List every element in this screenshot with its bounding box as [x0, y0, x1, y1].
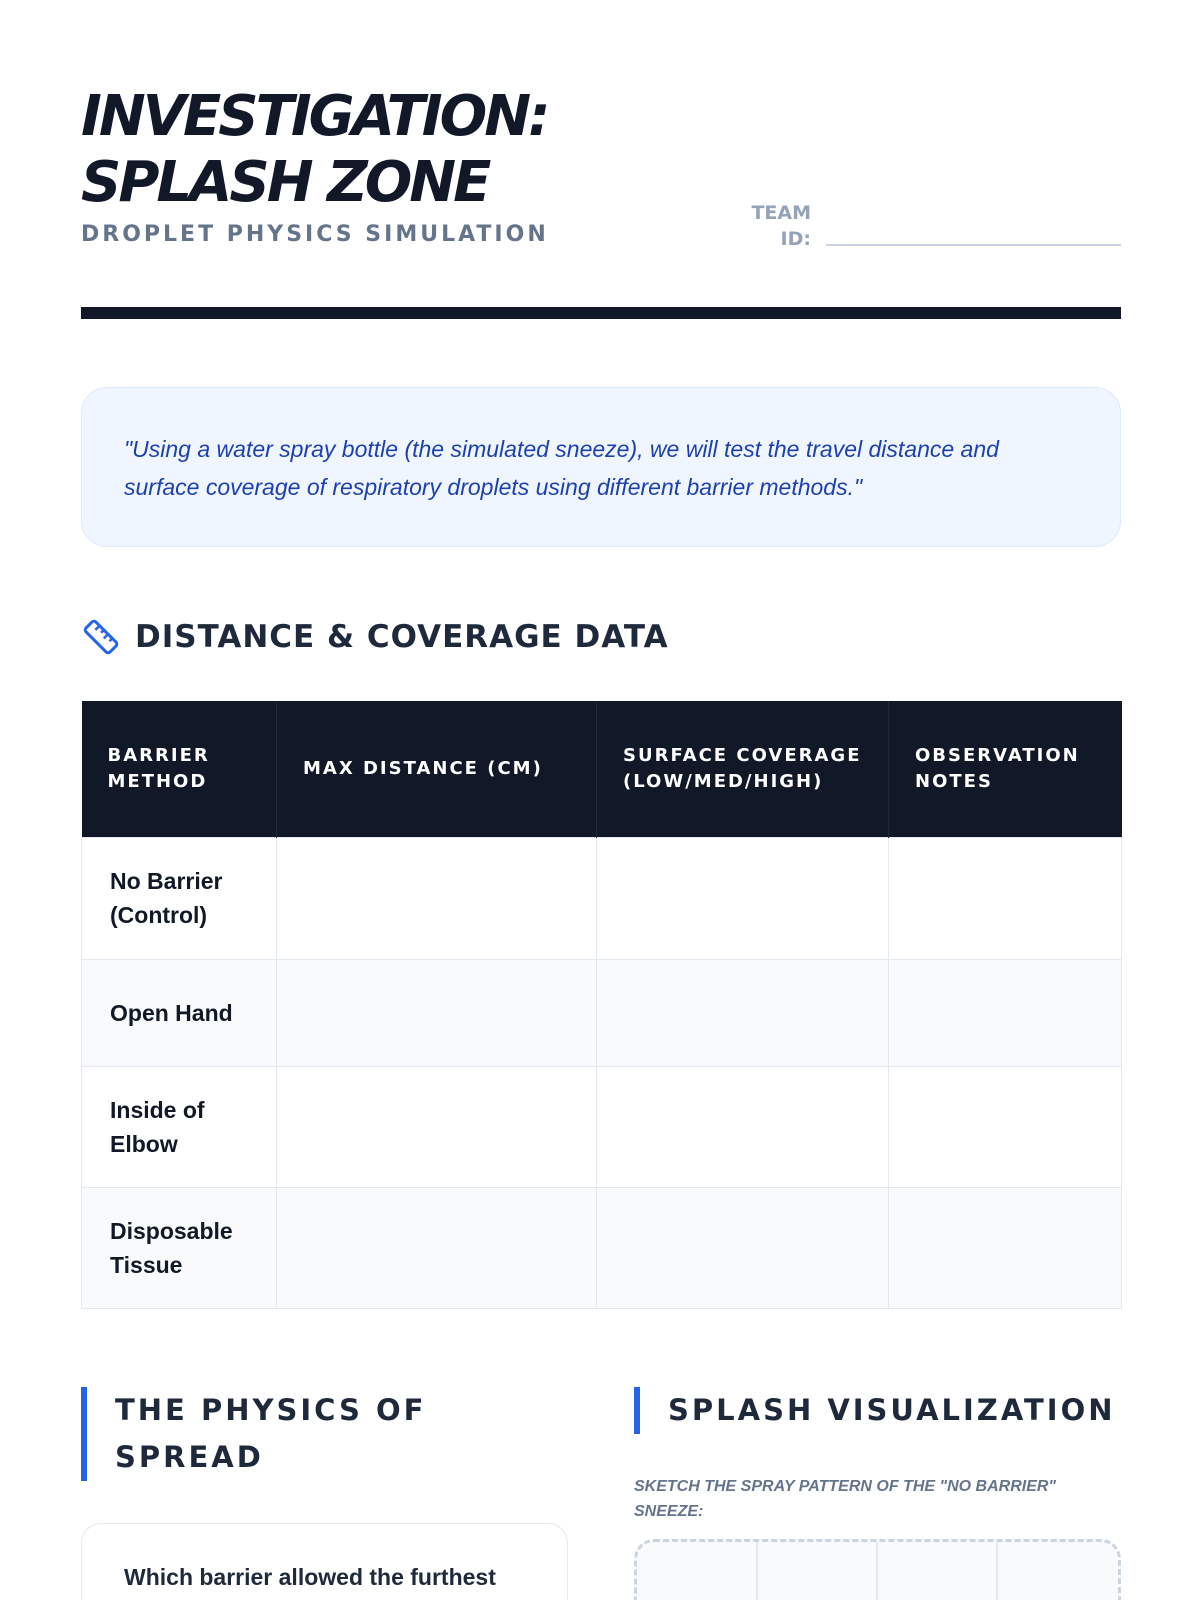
data-section-title: DISTANCE & COVERAGE DATA [135, 619, 669, 655]
physics-question-card [81, 1523, 568, 1600]
surface-coverage-input[interactable] [597, 1187, 889, 1308]
column-header-max-distance: MAX DISTANCE (CM) [277, 701, 597, 837]
title-line-2: SPLASH ZONE [81, 150, 489, 215]
table-row [82, 837, 1122, 959]
barrier-method-cell: Open Hand [82, 959, 277, 1066]
team-id-label-line-1: TEAM [751, 202, 811, 224]
table-row [82, 1066, 1122, 1187]
barrier-method-cell: Disposable Tissue [82, 1187, 277, 1308]
max-distance-input[interactable] [277, 1187, 597, 1308]
max-distance-input[interactable] [277, 837, 597, 959]
physics-question-1: Which barrier allowed the furthest [124, 1564, 496, 1590]
team-id-label [731, 200, 811, 252]
max-distance-input[interactable] [277, 959, 597, 1066]
column-header-observation-notes: OBSERVATION NOTES [889, 701, 1122, 837]
observation-notes-input[interactable] [889, 837, 1122, 959]
column-header-surface-coverage: SURFACE COVERAGE (LOW/MED/HIGH) [597, 701, 889, 837]
team-id-label-line-2: ID: [780, 228, 811, 250]
barrier-method-cell: Inside of Elbow [82, 1066, 277, 1187]
observation-notes-input[interactable] [889, 1187, 1122, 1308]
ruler-icon [81, 617, 121, 657]
table-header-row [82, 701, 1122, 837]
surface-coverage-input[interactable] [597, 959, 889, 1066]
visualization-section-title: SPLASH VISUALIZATION [634, 1387, 1121, 1434]
physics-section-title: THE PHYSICS OF SPREAD [81, 1387, 541, 1481]
observation-notes-input[interactable] [889, 959, 1122, 1066]
max-distance-input[interactable] [277, 1066, 597, 1187]
table-row [82, 1187, 1122, 1308]
table-row [82, 959, 1122, 1066]
title-line-1: INVESTIGATION: [81, 84, 548, 149]
sketch-grid-line [996, 1542, 998, 1600]
sketch-prompt: SKETCH THE SPRAY PATTERN OF THE "NO BARRIER" SNEEZE: [634, 1478, 1057, 1520]
sketch-grid-line [756, 1542, 758, 1600]
page-subtitle: DROPLET PHYSICS SIMULATION [81, 222, 549, 247]
barrier-method-cell: No Barrier (Control) [82, 837, 277, 959]
surface-coverage-input[interactable] [597, 837, 889, 959]
data-table [81, 701, 1122, 1309]
worksheet-page [81, 0, 1121, 1600]
sketch-area[interactable] [634, 1539, 1121, 1600]
page-title [81, 84, 548, 216]
hypothesis-box: "Using a water spray bottle (the simulated sneeze), we will test the travel distance and surface coverage of respiratory droplets using different barrier methods." [81, 387, 1121, 547]
sketch-grid-line [876, 1542, 878, 1600]
surface-coverage-input[interactable] [597, 1066, 889, 1187]
data-section-heading [81, 615, 669, 659]
column-header-barrier-method: BARRIER METHOD [82, 701, 277, 837]
observation-notes-input[interactable] [889, 1066, 1122, 1187]
team-id-field[interactable] [826, 244, 1121, 246]
header-divider [81, 307, 1121, 319]
